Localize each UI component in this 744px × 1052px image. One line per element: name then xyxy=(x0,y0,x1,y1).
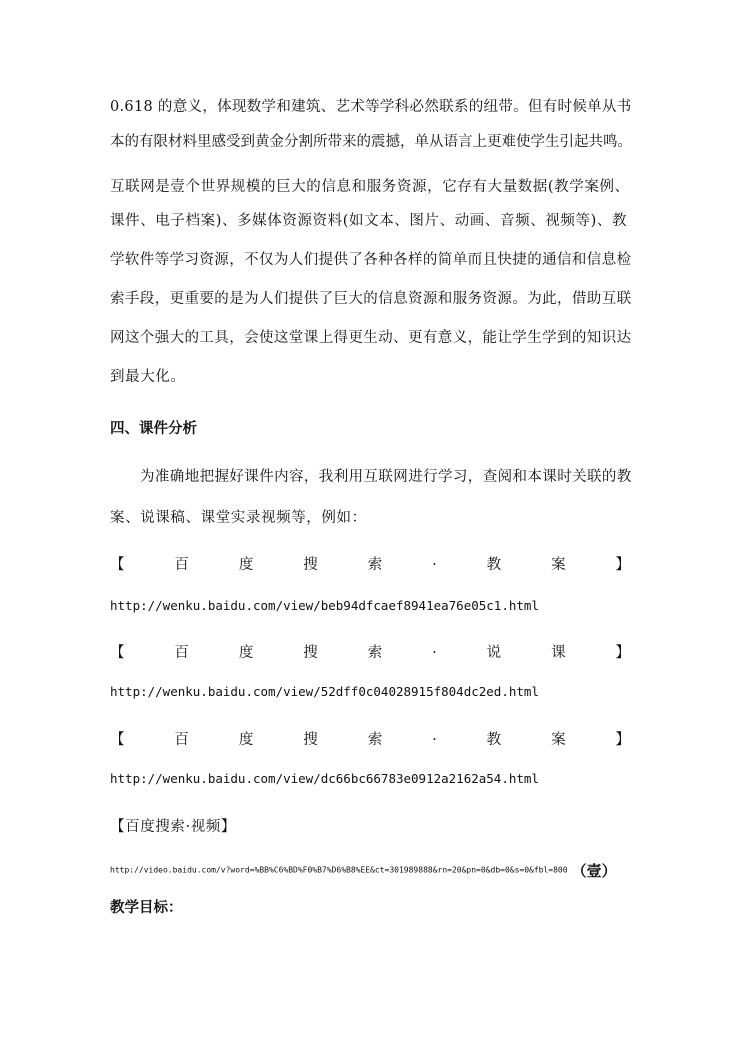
ref-char: 【 xyxy=(110,645,125,661)
video-reference-suffix: （壹） xyxy=(571,861,617,880)
teaching-goal-heading: 教学目标： xyxy=(110,899,183,916)
ref-char: 说 xyxy=(486,645,502,661)
ref-char: 【 xyxy=(110,732,125,748)
ref-char: 度 xyxy=(238,732,254,748)
ref-char: 百 xyxy=(174,557,189,573)
ref-char: 】 xyxy=(615,557,630,573)
ref-char: 教 xyxy=(486,732,502,748)
ref-char: 案 xyxy=(551,557,566,573)
paragraph-line: 学软件等学习资源，不仅为人们提供了各种各样的简单而且快捷的通信和信息检 xyxy=(110,252,632,268)
paragraph-line: 互联网是壹个世界规模的巨大的信息和服务资源，它存有大量数据(教学案例、 xyxy=(110,179,630,195)
ref-char: 搜 xyxy=(303,557,318,573)
paragraph-line: 0.618 的意义，体现数学和建筑、艺术等学科必然联系的纽带。但有时候单从书 xyxy=(110,99,632,115)
paragraph-line: 到最大化。 xyxy=(110,369,186,385)
paragraph-line: 课件、电子档案)、多媒体资源资料(如文本、图片、动画、音频、视频等)、教 xyxy=(110,213,628,229)
paragraph-line: 索手段，更重要的是为人们提供了巨大的信息资源和服务资源。为此，借助互联 xyxy=(110,291,632,307)
ref-char: 】 xyxy=(615,732,630,748)
ref-char: 搜 xyxy=(303,645,318,661)
ref-char: 索 xyxy=(367,645,383,661)
ref-char: 百 xyxy=(174,732,189,748)
paragraph-line: 案、说课稿、课堂实录视频等，例如： xyxy=(110,510,367,526)
ref-char: 搜 xyxy=(303,732,318,748)
section-heading: 四、课件分析 xyxy=(110,420,197,437)
video-reference-row xyxy=(110,858,617,883)
ref-char: 索 xyxy=(367,557,383,573)
reference-url[interactable]: http://wenku.baidu.com/view/dc66bc66783e0912a2162a54.html xyxy=(110,771,539,786)
reference-label xyxy=(110,555,630,575)
paragraph-line: 网这个强大的工具，会使这堂课上得更生动、更有意义，能让学生学到的知识达 xyxy=(110,330,632,346)
ref-char: · xyxy=(432,557,437,573)
ref-char: 索 xyxy=(367,732,383,748)
ref-char: 案 xyxy=(551,732,566,748)
reference-url[interactable]: http://wenku.baidu.com/view/52dff0c04028915f804dc2ed.html xyxy=(110,684,539,699)
ref-char: 百 xyxy=(174,645,189,661)
ref-char: 【 xyxy=(110,557,125,573)
ref-char: 课 xyxy=(551,645,566,661)
ref-char: 】 xyxy=(615,645,630,661)
reference-label xyxy=(110,730,630,750)
ref-char: 度 xyxy=(238,645,254,661)
reference-label xyxy=(110,643,630,663)
video-reference-label: 【百度搜索·视频】 xyxy=(110,819,237,835)
paragraph-line: 本的有限材料里感受到黄金分割所带来的震撼，单从语言上更难使学生引起共鸣。 xyxy=(110,134,632,150)
ref-char: 教 xyxy=(486,557,502,573)
video-reference-url[interactable]: http://video.baidu.com/v?word=%BB%C6%BD%F0%B7%D6%B8%EE&ct=301989888&rn=20&pn=0&db=0&s=0&fbl=800 xyxy=(110,865,568,875)
ref-char: · xyxy=(432,732,437,748)
paragraph-line: 为准确地把握好课件内容，我利用互联网进行学习，查阅和本课时关联的教 xyxy=(140,469,632,485)
ref-char: 度 xyxy=(238,557,254,573)
reference-url[interactable]: http://wenku.baidu.com/view/beb94dfcaef8941ea76e05c1.html xyxy=(110,598,539,613)
ref-char: · xyxy=(432,645,437,661)
